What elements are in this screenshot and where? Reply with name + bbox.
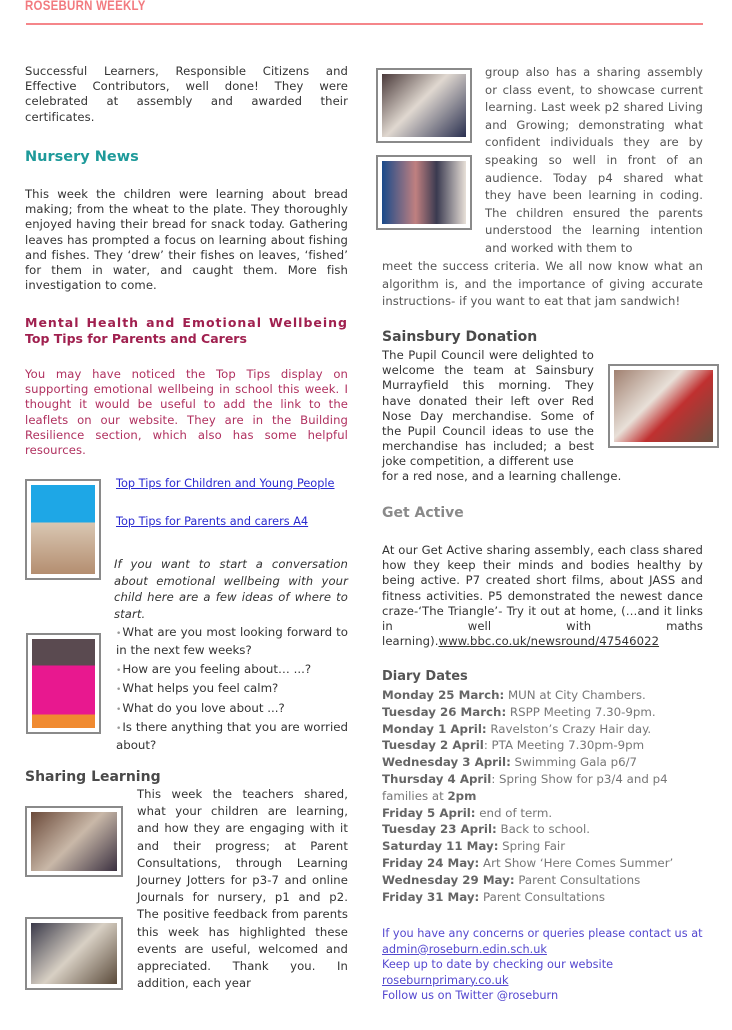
email-link[interactable]: admin@roseburn.edin.sch.uk xyxy=(382,942,547,956)
diary-item xyxy=(382,838,673,855)
website-text: Keep up to date by checking our website xyxy=(382,958,614,972)
nursery-news-heading: Nursery News xyxy=(25,149,139,165)
diary-date: Tuesday 2 April xyxy=(382,738,484,753)
sharing-learning-continued: group also has a sharing assembly or class event, to showcase current learning. Last week p2 shared Living and Growing; demonstrating what confident individuals they are by speaking so well in front of an audience. Today p4 shared what they have been learning in coding. The children ensured the parents understood the learning intention and worked with them to xyxy=(485,65,703,255)
diary-time: 2pm xyxy=(447,788,477,803)
diary-date: Friday 5 April: xyxy=(382,805,476,820)
mental-health-subheading: Top Tips for Parents and Carers xyxy=(25,331,247,346)
diary-item xyxy=(382,721,673,738)
diary-date: Tuesday 26 March: xyxy=(382,704,507,719)
link-top-tips-children[interactable]: Top Tips for Children and Young People xyxy=(116,477,335,490)
diary-event: Spring Fair xyxy=(498,839,566,854)
diary-event: Art Show ‘Here Comes Summer’ xyxy=(479,855,674,870)
leaflet-cover-image-children xyxy=(25,479,101,580)
diary-date: Monday 1 April: xyxy=(382,721,487,736)
header-divider xyxy=(26,23,703,25)
question-item: • What do you love about ...? xyxy=(116,700,348,718)
sainsbury-text: The Pupil Council were delighted to welcome the team at Sainsbury Murrayfield this morning. They have donated their left over Red Nose Day merchandise. Some of the Pupil Council ideas to use the merchandise has included; a best joke competition, a different use xyxy=(382,348,594,469)
diary-item xyxy=(382,821,673,838)
get-active-heading: Get Active xyxy=(382,505,464,521)
diary-date: Monday 25 March: xyxy=(382,688,505,702)
diary-event: RSPP Meeting 7.30-9pm. xyxy=(506,704,656,719)
diary-date: Friday 31 May: xyxy=(382,889,480,904)
sharing-photo-1 xyxy=(25,806,123,877)
diary-event: : PTA Meeting 7.30pm-9pm xyxy=(483,738,645,753)
sharing-learning-heading: Sharing Learning xyxy=(25,769,161,785)
sharing-photo-2 xyxy=(25,917,123,990)
mental-health-heading: Mental Health and Emotional Wellbeing xyxy=(25,315,348,330)
diary-date: Tuesday 23 April: xyxy=(382,822,497,837)
diary-event: families at xyxy=(382,788,448,803)
sharing-photo-3 xyxy=(376,68,472,143)
diary-item xyxy=(382,889,673,906)
newsround-link[interactable]: www.bbc.co.uk/newsround/47546022 xyxy=(438,634,660,649)
get-active-text xyxy=(382,543,703,649)
diary-event: : Spring Show for p3/4 and p4 xyxy=(491,771,668,786)
diary-item xyxy=(382,737,673,754)
sharing-photo-4 xyxy=(376,155,472,230)
link-top-tips-parents[interactable]: Top Tips for Parents and carers A4 xyxy=(116,515,309,528)
diary-date: Friday 24 May: xyxy=(382,855,480,870)
get-active-body: At our Get Active sharing assembly, each class shared how they keep their minds and bodies healthy by being active. P7 created short films, about JASS and fitness activities. P5 demonstrated the newest dance craze-‘The Triangle’- Try it out at home, (…and it links in well with maths learning). xyxy=(382,543,703,649)
diary-date: Wednesday 3 April: xyxy=(382,755,511,770)
conversation-intro: If you want to start a conversation about emotional wellbeing with your child here are a few ideas of where to start. xyxy=(114,557,348,621)
sainsbury-photo xyxy=(608,364,719,448)
sainsbury-heading: Sainsbury Donation xyxy=(382,329,538,345)
leaflet-cover-image-young-people xyxy=(26,633,101,734)
diary-event: Swimming Gala p6/7 xyxy=(510,755,638,770)
diary-item xyxy=(382,754,673,771)
diary-event: Ravelston’s Crazy Hair day. xyxy=(486,721,652,736)
question-item: • What are you most looking forward to in the next few weeks? xyxy=(116,624,348,659)
diary-item xyxy=(382,704,673,721)
sharing-learning-continued-2: meet the success criteria. We all now know what an algorithm is, and the importance of giving accurate instructions- if you want to eat that jam sandwich! xyxy=(382,259,703,309)
diary-item xyxy=(382,771,673,788)
twitter-text: Follow us on Twitter @roseburn xyxy=(382,989,559,1003)
newsletter-title: ROSEBURN WEEKLY xyxy=(25,0,146,13)
contact-block xyxy=(382,926,703,1004)
question-item: • Is there anything that you are worried about? xyxy=(116,719,348,754)
contact-text: If you have any concerns or queries please contact us at xyxy=(382,927,703,940)
question-item: • How are you feeling about… ...? xyxy=(116,661,348,679)
diary-date: Saturday 11 May: xyxy=(382,839,499,854)
diary-event: MUN at City Chambers. xyxy=(504,688,646,702)
diary-item xyxy=(382,855,673,872)
diary-dates-heading: Diary Dates xyxy=(382,669,468,684)
website-link[interactable]: roseburnprimary.co.uk xyxy=(382,973,509,987)
diary-event: Parent Consultations xyxy=(479,889,605,904)
diary-event: Back to school. xyxy=(496,822,591,837)
mental-health-text: You may have noticed the Top Tips display on supporting emotional wellbeing in school this week. I thought it would be useful to add the link to the leaflets on our website. They are in the Building Resilience section, which also has some helpful resources. xyxy=(25,367,348,458)
sainsbury-text-2: for a red nose, and a learning challenge. xyxy=(382,469,622,483)
diary-event: Parent Consultations xyxy=(514,872,641,887)
diary-date: Wednesday 29 May: xyxy=(382,872,515,887)
diary-item xyxy=(382,805,673,822)
diary-list xyxy=(382,687,673,905)
diary-event: end of term. xyxy=(475,805,553,820)
diary-item xyxy=(382,788,673,805)
question-item: • What helps you feel calm? xyxy=(116,680,348,698)
nursery-news-text: This week the children were learning about bread making; from the wheat to the plate. They thoroughly enjoyed having their bread for snack today. Gathering leaves has prompted a focus on learning about fishing and fishes. They ‘drew’ their fishes on leaves, ‘fished’ for them in water, and caught them. More fish investigation to come. xyxy=(25,187,348,293)
intro-paragraph: Successful Learners, Responsible Citizens and Effective Contributors, well done! They were celebrated at assembly and awarded their certificates. xyxy=(25,64,348,124)
conversation-questions xyxy=(116,624,348,754)
diary-item xyxy=(382,872,673,889)
diary-item xyxy=(382,687,673,704)
sharing-learning-text: This week the teachers shared, what your children are learning, and how they are engaging with it and their progress; at Parent Consultations, through Learning Journey Jotters for p3-7 and online Journals for nursery, p1 and p2. The positive feedback from parents this week has highlighted these events are useful, welcomed and appreciated. Thank you. In addition, each year xyxy=(137,787,348,991)
diary-date: Thursday 4 April xyxy=(382,771,492,786)
